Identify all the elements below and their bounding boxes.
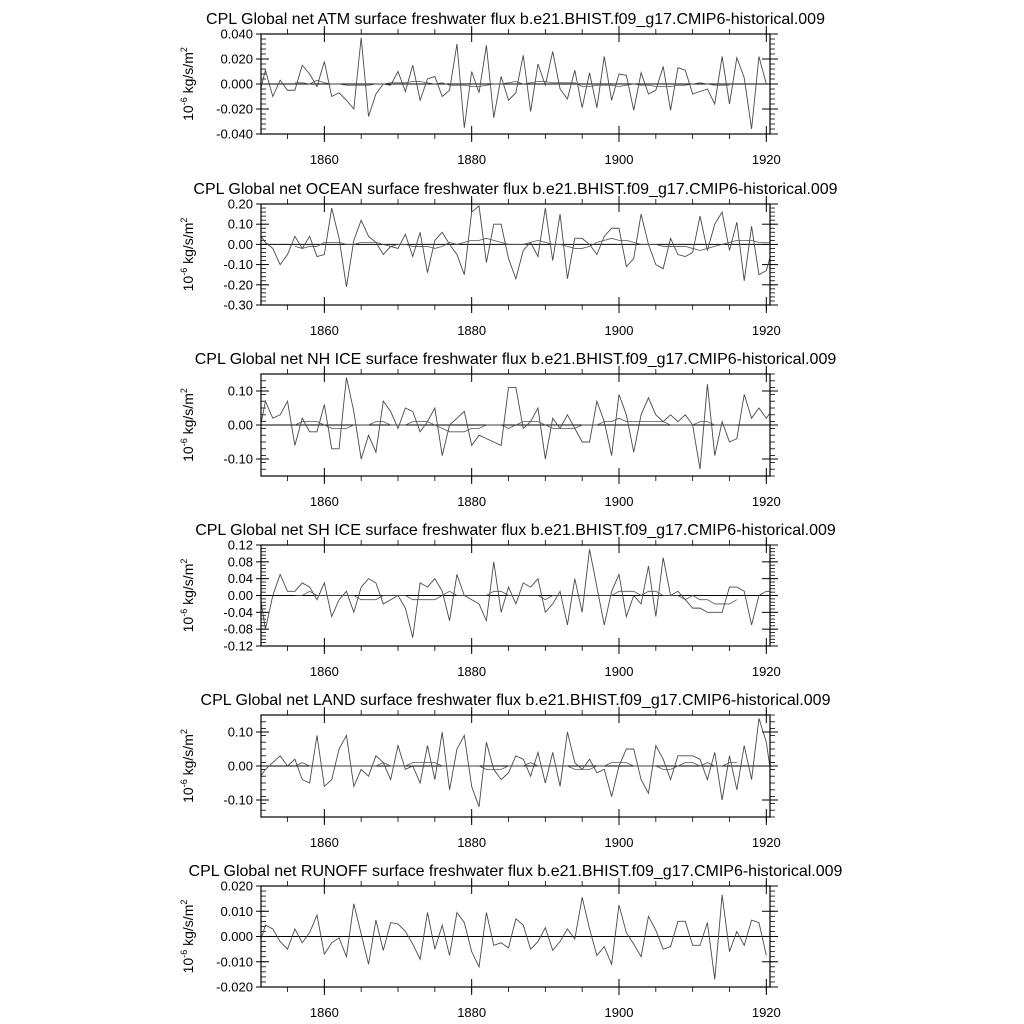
x-tick-label: 1880 [457, 664, 487, 679]
x-tick-label: 1900 [604, 323, 634, 338]
y-label-sup: 2 [179, 217, 189, 223]
x-tick-label: 1920 [751, 152, 781, 167]
y-tick-label: 0.000 [220, 76, 253, 92]
y-label-unit: kg/s/m [180, 904, 196, 950]
series-line-annual [258, 38, 766, 129]
y-label-sup: 2 [179, 558, 189, 564]
y-axis-label [179, 559, 196, 633]
y-label-unit: kg/s/m [180, 734, 196, 780]
y-label-exp: -6 [179, 949, 189, 958]
plot-frame [261, 204, 770, 305]
y-tick-label: -0.10 [223, 257, 253, 273]
x-tick-label: 1900 [604, 152, 634, 167]
y-label-base: 10 [180, 275, 196, 292]
series-line-annual [258, 895, 766, 980]
x-tick-label: 1860 [309, 494, 339, 509]
chart-title: CPL Global net ATM surface freshwater flux b.e21.BHIST.f09_g17.CMIP6-historical.009 [206, 11, 825, 28]
y-label-unit: kg/s/m [180, 52, 196, 98]
y-tick-label: 0.020 [220, 878, 253, 894]
x-tick-label: 1920 [751, 323, 781, 338]
y-axis-label [179, 900, 196, 974]
y-axis-label [179, 218, 196, 292]
y-tick-label: 0.00 [227, 758, 253, 774]
x-tick-label: 1900 [604, 1005, 634, 1020]
y-label-sup: 2 [179, 899, 189, 905]
y-label-sup: 2 [179, 388, 189, 394]
x-tick-label: 1880 [457, 494, 487, 509]
y-label-exp: -6 [179, 97, 189, 106]
y-tick-label: 0.010 [220, 903, 253, 919]
y-tick-label: 0.00 [227, 236, 253, 252]
chart-panel-1 [179, 181, 838, 338]
y-label-exp: -6 [179, 267, 189, 276]
y-label-base: 10 [180, 105, 196, 121]
y-tick-label: 0.10 [227, 724, 253, 740]
y-tick-label: 0.020 [220, 51, 253, 67]
chart-title: CPL Global net NH ICE surface freshwater flux b.e21.BHIST.f09_g17.CMIP6-historical.009 [194, 351, 837, 368]
y-tick-label: -0.010 [216, 954, 253, 970]
series-line-annual [258, 206, 774, 287]
x-tick-label: 1900 [604, 494, 634, 509]
y-tick-label: -0.20 [223, 277, 253, 293]
x-tick-label: 1880 [457, 323, 487, 338]
chart-title: CPL Global net SH ICE surface freshwater flux b.e21.BHIST.f09_g17.CMIP6-historical.009 [195, 522, 836, 539]
y-tick-label: -0.04 [223, 604, 253, 620]
series-line-smoothed [295, 80, 730, 86]
y-tick-label: -0.30 [223, 297, 253, 313]
x-tick-label: 1920 [751, 494, 781, 509]
y-tick-label: 0.000 [220, 929, 253, 944]
y-label-exp: -6 [179, 438, 189, 447]
chart-panel-4 [179, 692, 831, 850]
y-tick-label: 0.04 [227, 571, 253, 587]
x-tick-label: 1860 [309, 1005, 339, 1020]
y-axis-label [179, 729, 196, 803]
y-axis-label [179, 47, 196, 121]
x-tick-label: 1920 [751, 835, 781, 850]
series-line-annual [258, 718, 774, 806]
x-tick-label: 1860 [309, 664, 339, 679]
y-tick-label: -0.10 [223, 451, 253, 467]
x-tick-label: 1860 [309, 835, 339, 850]
y-label-sup: 2 [179, 47, 189, 53]
y-tick-label: -0.10 [223, 792, 253, 808]
y-tick-label: -0.08 [223, 621, 253, 637]
y-label-unit: kg/s/m [180, 393, 196, 439]
y-tick-label: 0.00 [227, 417, 253, 433]
y-label-sup: 2 [179, 729, 189, 735]
x-tick-label: 1860 [309, 152, 339, 167]
y-label-exp: -6 [179, 779, 189, 788]
y-tick-label: 0.08 [227, 554, 253, 570]
y-tick-label: 0.10 [227, 383, 253, 399]
y-label-base: 10 [180, 616, 196, 633]
y-tick-label: 0.12 [227, 537, 253, 553]
series-line-annual [258, 549, 774, 637]
x-tick-label: 1900 [604, 664, 634, 679]
chart-title: CPL Global net LAND surface freshwater flux b.e21.BHIST.f09_g17.CMIP6-historical.009 [200, 692, 831, 709]
y-tick-label: 0.00 [227, 588, 253, 603]
x-tick-label: 1880 [457, 835, 487, 850]
x-tick-label: 1900 [604, 835, 634, 850]
chart-title: CPL Global net RUNOFF surface freshwater flux b.e21.BHIST.f09_g17.CMIP6-historical.009 [188, 863, 843, 880]
series-line-smoothed [295, 418, 737, 432]
x-tick-label: 1920 [751, 1005, 781, 1020]
y-tick-label: 0.040 [220, 26, 253, 42]
chart-panel-2 [179, 351, 836, 509]
y-tick-label: 0.10 [227, 216, 253, 232]
y-label-exp: -6 [179, 608, 189, 617]
y-label-base: 10 [180, 787, 196, 803]
y-label-unit: kg/s/m [180, 563, 196, 609]
chart-panel-5 [179, 863, 843, 1020]
chart-panel-0 [179, 11, 825, 167]
y-label-unit: kg/s/m [180, 222, 196, 268]
y-tick-label: -0.12 [223, 638, 253, 654]
chart-panel-3 [179, 522, 836, 679]
x-tick-label: 1880 [457, 152, 487, 167]
x-tick-label: 1880 [457, 1005, 487, 1020]
chart-title: CPL Global net OCEAN surface freshwater flux b.e21.BHIST.f09_g17.CMIP6-historical.009 [193, 181, 838, 198]
y-axis-label [179, 388, 196, 462]
x-tick-label: 1860 [309, 323, 339, 338]
y-tick-label: -0.020 [216, 979, 253, 995]
y-tick-label: 0.20 [227, 196, 253, 212]
y-label-base: 10 [180, 446, 196, 462]
y-label-base: 10 [180, 957, 196, 974]
y-tick-label: -0.040 [216, 126, 253, 142]
y-tick-label: -0.020 [216, 101, 253, 117]
x-tick-label: 1920 [751, 664, 781, 679]
